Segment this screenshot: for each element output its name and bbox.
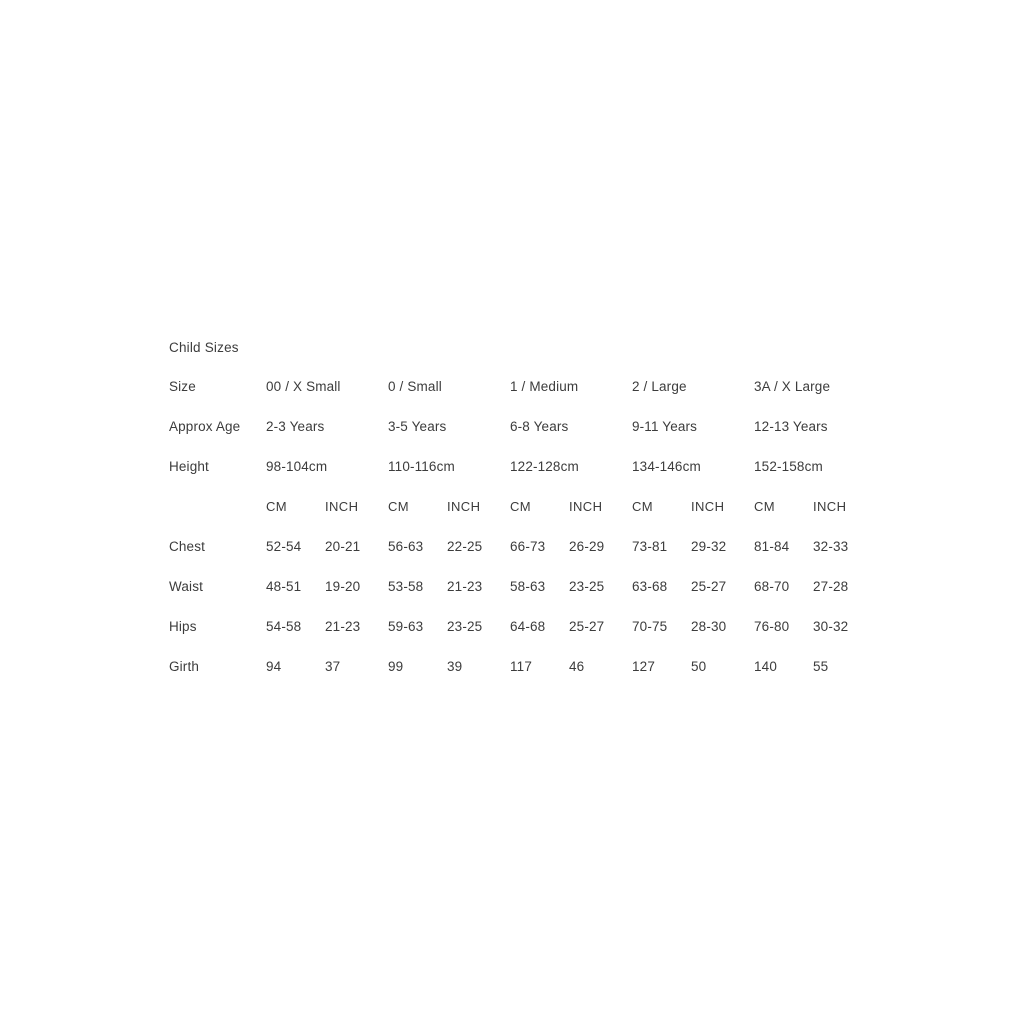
- cell-waist-inch-1: 21-23: [447, 579, 483, 594]
- row-label-units: [169, 499, 266, 539]
- cell-chest-cm-2: 66-73: [510, 539, 546, 554]
- cell-chest-cm-4: 81-84: [754, 539, 790, 554]
- cell-chest-inch-0: 20-21: [325, 539, 361, 554]
- row-label-waist: Waist: [169, 579, 203, 594]
- cell-hips-inch-0: 21-23: [325, 619, 361, 634]
- cell-size-1: 0 / Small: [388, 379, 442, 394]
- cell-girth-cm-1: 99: [388, 659, 404, 674]
- cell-age-0: 2-3 Years: [266, 419, 325, 434]
- table-row-approx-age: [169, 419, 876, 459]
- chart-title: Child Sizes: [169, 340, 239, 355]
- cell-waist-inch-3: 25-27: [691, 579, 727, 594]
- unit-header-cm-0: CM: [266, 499, 288, 514]
- cell-size-3: 2 / Large: [632, 379, 687, 394]
- cell-hips-cm-3: 70-75: [632, 619, 668, 634]
- unit-header-cm-3: CM: [632, 499, 654, 514]
- cell-chest-inch-2: 26-29: [569, 539, 605, 554]
- cell-girth-cm-2: 117: [510, 659, 532, 674]
- table-row-hips: [169, 619, 876, 659]
- cell-waist-cm-4: 68-70: [754, 579, 790, 594]
- table-row-girth: [169, 659, 876, 699]
- table-row-size: [169, 379, 876, 419]
- cell-size-2: 1 / Medium: [510, 379, 579, 394]
- cell-girth-inch-1: 39: [447, 659, 463, 674]
- cell-height-0: 98-104cm: [266, 459, 328, 474]
- cell-hips-cm-2: 64-68: [510, 619, 546, 634]
- size-chart-table: [169, 379, 876, 699]
- cell-age-3: 9-11 Years: [632, 419, 698, 434]
- cell-hips-inch-2: 25-27: [569, 619, 605, 634]
- cell-hips-cm-1: 59-63: [388, 619, 424, 634]
- table-row-units: [169, 499, 876, 539]
- cell-chest-inch-3: 29-32: [691, 539, 727, 554]
- cell-waist-cm-2: 58-63: [510, 579, 546, 594]
- row-label-height: Height: [169, 459, 209, 474]
- cell-height-3: 134-146cm: [632, 459, 701, 474]
- unit-header-inch-2: INCH: [569, 499, 603, 514]
- row-label-hips: Hips: [169, 619, 197, 634]
- table-row-waist: [169, 579, 876, 619]
- cell-girth-inch-4: 55: [813, 659, 829, 674]
- unit-header-cm-4: CM: [754, 499, 776, 514]
- cell-waist-inch-4: 27-28: [813, 579, 849, 594]
- unit-header-inch-0: INCH: [325, 499, 359, 514]
- cell-chest-inch-1: 22-25: [447, 539, 483, 554]
- cell-girth-cm-3: 127: [632, 659, 655, 674]
- unit-header-inch-3: INCH: [691, 499, 725, 514]
- cell-age-2: 6-8 Years: [510, 419, 569, 434]
- cell-hips-inch-4: 30-32: [813, 619, 849, 634]
- cell-waist-cm-0: 48-51: [266, 579, 302, 594]
- row-label-approx-age: Approx Age: [169, 419, 241, 434]
- cell-age-1: 3-5 Years: [388, 419, 447, 434]
- cell-girth-inch-2: 46: [569, 659, 585, 674]
- row-label-girth: Girth: [169, 659, 200, 674]
- cell-size-4: 3A / X Large: [754, 379, 831, 394]
- cell-hips-cm-4: 76-80: [754, 619, 790, 634]
- size-chart: [169, 340, 889, 699]
- cell-hips-cm-0: 54-58: [266, 619, 302, 634]
- unit-header-inch-1: INCH: [447, 499, 481, 514]
- row-label-size: Size: [169, 379, 196, 394]
- table-row-height: [169, 459, 876, 499]
- cell-height-1: 110-116cm: [388, 459, 455, 474]
- cell-girth-cm-0: 94: [266, 659, 282, 674]
- cell-hips-inch-3: 28-30: [691, 619, 727, 634]
- cell-height-2: 122-128cm: [510, 459, 579, 474]
- cell-waist-inch-0: 19-20: [325, 579, 361, 594]
- unit-header-cm-1: CM: [388, 499, 410, 514]
- cell-girth-inch-0: 37: [325, 659, 341, 674]
- cell-girth-cm-4: 140: [754, 659, 777, 674]
- unit-header-cm-2: CM: [510, 499, 532, 514]
- cell-waist-cm-3: 63-68: [632, 579, 668, 594]
- cell-girth-inch-3: 50: [691, 659, 707, 674]
- cell-chest-cm-0: 52-54: [266, 539, 302, 554]
- cell-size-0: 00 / X Small: [266, 379, 341, 394]
- cell-chest-cm-3: 73-81: [632, 539, 668, 554]
- cell-chest-inch-4: 32-33: [813, 539, 849, 554]
- cell-waist-inch-2: 23-25: [569, 579, 605, 594]
- unit-header-inch-4: INCH: [813, 499, 847, 514]
- cell-hips-inch-1: 23-25: [447, 619, 483, 634]
- table-row-chest: [169, 539, 876, 579]
- row-label-chest: Chest: [169, 539, 206, 554]
- cell-chest-cm-1: 56-63: [388, 539, 424, 554]
- cell-age-4: 12-13 Years: [754, 419, 828, 434]
- cell-waist-cm-1: 53-58: [388, 579, 424, 594]
- cell-height-4: 152-158cm: [754, 459, 823, 474]
